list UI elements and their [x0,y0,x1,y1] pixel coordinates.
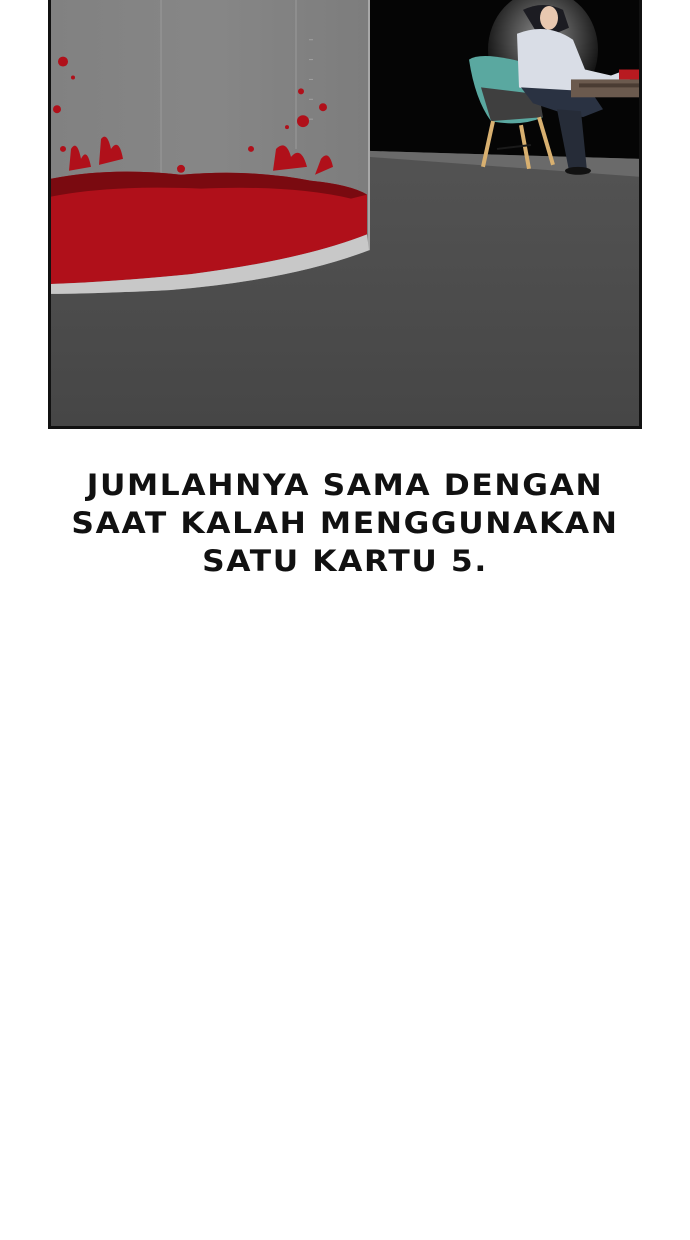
caption-line: SATU KARTU 5. [202,544,488,578]
desk [571,79,639,97]
caption-line: SAAT KALAH MENGGUNAKAN [71,506,619,540]
speech-caption [0,466,690,580]
scene-illustration [51,0,639,426]
caption-line: JUMLAHNYA SAMA DENGAN [86,468,604,502]
comic-panel [48,0,642,429]
